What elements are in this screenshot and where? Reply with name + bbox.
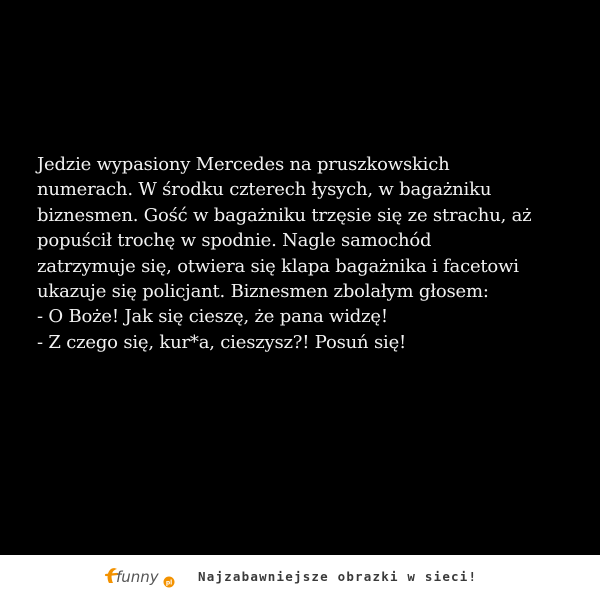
joke-line: zatrzymuje się, otwiera się klapa bagażnika i facetowi xyxy=(37,255,519,277)
funny-logo-icon[interactable] xyxy=(100,561,180,591)
logo-wordmark: funny xyxy=(116,568,159,586)
joke-line: numerach. W środku czterech łysych, w bagażniku xyxy=(37,179,492,201)
footer xyxy=(0,555,600,598)
joke-line: ukazuje się policjant. Biznesmen zbolałym głosem: xyxy=(37,281,489,303)
joke-line: - O Boże! Jak się cieszę, że pana widzę! xyxy=(37,306,388,328)
joke-line: Jedzie wypasiony Mercedes na pruszkowskich xyxy=(37,154,450,175)
tagline: Najzabawniejsze obrazki w sieci! xyxy=(198,569,478,584)
joke-text xyxy=(37,152,577,355)
joke-line: biznesmen. Gość w bagażniku trzęsie się ze strachu, aż xyxy=(37,204,532,226)
logo-domain: pl xyxy=(165,579,173,587)
joke-line: - Z czego się, kur*a, cieszysz?! Posuń się! xyxy=(37,331,407,353)
joke-line: popuścił trochę w spodnie. Nagle samochód xyxy=(37,230,432,252)
